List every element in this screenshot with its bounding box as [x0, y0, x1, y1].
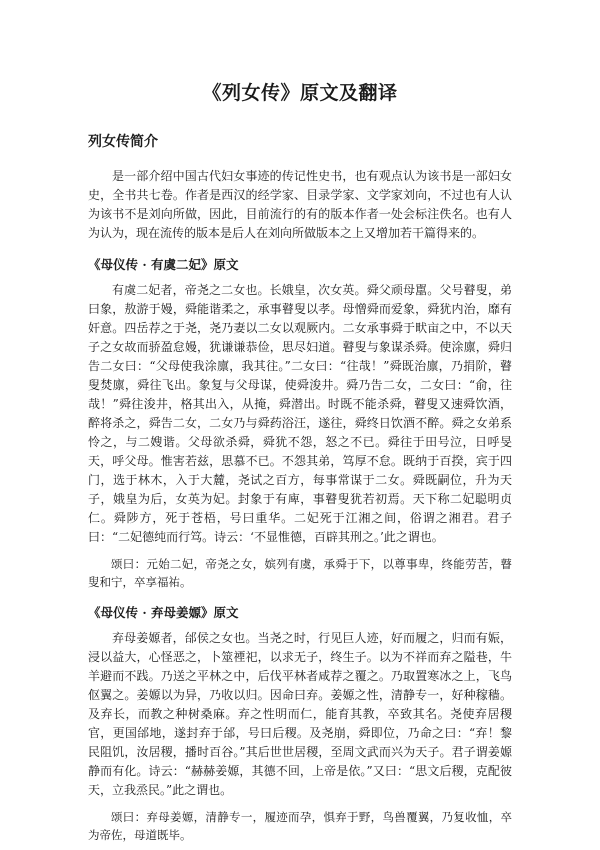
intro-paragraph: 是一部介绍中国古代妇女事迹的传记性史书，也有观点认为该书是一部妇女史，全书共七卷。作者是西汉的经学家、目录学家、文学家刘向，不过也有人认为该书不是刘向所做，因此，目前流行的有的版本作者一处会标注佚名。也有人为认为，现在流传的版本是后人在刘向所做版本之上又增加若干篇得来的。 [88, 169, 512, 240]
section1-verse: 颂曰：元始二妃，帝尧之女，嫔列有虞，承舜于下，以尊事卑，终能劳苦，瞽叟和宁，卒享福祐。 [88, 557, 512, 589]
section1-body: 有虞二妃者，帝尧之二女也。长娥皇，次女英。舜父顽母嚚。父号瞽叟，弟曰象，敖游于嫚，舜能谐柔之，承事瞽叟以孝。母憎舜而爱象，舜犹内治，靡有奸意。四岳荐之于尧，尧乃妻以二女以观厥内。二女承事舜于畎亩之中，不以天子之女故而骄盈怠嫚，犹谦谦恭俭，思尽妇道。瞽叟与象谋杀舜。使涂廪，舜归告二女曰：“父母使我涂廪，我其往。”二女曰：“往哉！”舜既治廪，乃捐阶，瞽叟焚廪，舜往飞出。象复与父母谋，使舜浚井。舜乃告二女，二女曰：“俞，往哉！”舜往浚井，格其出入，从掩，舜潜出。时既不能杀舜，瞽叟又速舜饮酒，醉将杀之，舜告二女，二女乃与舜药浴汪，遂往，舜终日饮酒不醉。舜之女弟系怜之，与二嫂谐。父母欲杀舜，舜犹不怨，怒之不已。舜往于田号泣，日呼旻天，呼父母。惟害若兹，思慕不已。不怨其弟，笃厚不怠。既纳于百揆，宾于四门，选于林木，入于大麓，尧试之百方，每事常谋于二女。舜既嗣位，升为天子，娥皇为后，女英为妃。封象于有庳，事瞽叟犹若初焉。天下称二妃聪明贞仁。舜陟方，死于苍梧，号曰重华。二妃死于江湘之间，俗谓之湘君。君子曰：“二妃德纯而行笃。诗云：‘不显惟德，百辟其刑之。’此之谓也。 [88, 283, 512, 544]
section2-heading: 《母仪传 · 弃母姜嫄》原文 [88, 605, 239, 620]
section2-body: 弃母姜嫄者，邰侯之女也。当尧之时，行见巨人迹，好而履之，归而有娠，浸以益大，心怪恶之，卜筮禋祀，以求无子，终生子。以为不祥而弃之隘巷，牛羊避而不践。乃送之平林之中，后伐平林者咸荐之覆之。乃取置寒冰之上，飞鸟伛翼之。姜嫄以为异，乃收以归。因命曰弃。姜嫄之性，清静专一，好种稼穑。及弃长，而教之种树桑麻。弃之性明而仁，能育其教，卒致其名。尧使弃居稷官，更国邰地，遂封弃于邰，号曰后稷。及尧崩，舜即位，乃命之曰：“弃！黎民阻饥，汝居稷，播时百谷。”其后世世居稷，至周文武而兴为天子。君子谓姜嫄静而有化。诗云：“赫赫姜嫄，其德不回，上帝是依。”又曰：“思文后稷，克配彼天，立我烝民。”此之谓也。 [88, 631, 512, 797]
section1-heading: 《母仪传 · 有虞二妃》原文 [88, 257, 239, 272]
intro-heading: 列女传简介 [88, 134, 158, 150]
section2-verse: 颂曰：弃母姜嫄，清静专一，履迹而孕，惧弃于野，鸟兽覆翼，乃复收恤，卒为帝佐，母道既毕。 [88, 810, 512, 842]
document-title: 《列女传》原文及翻译 [202, 82, 398, 104]
